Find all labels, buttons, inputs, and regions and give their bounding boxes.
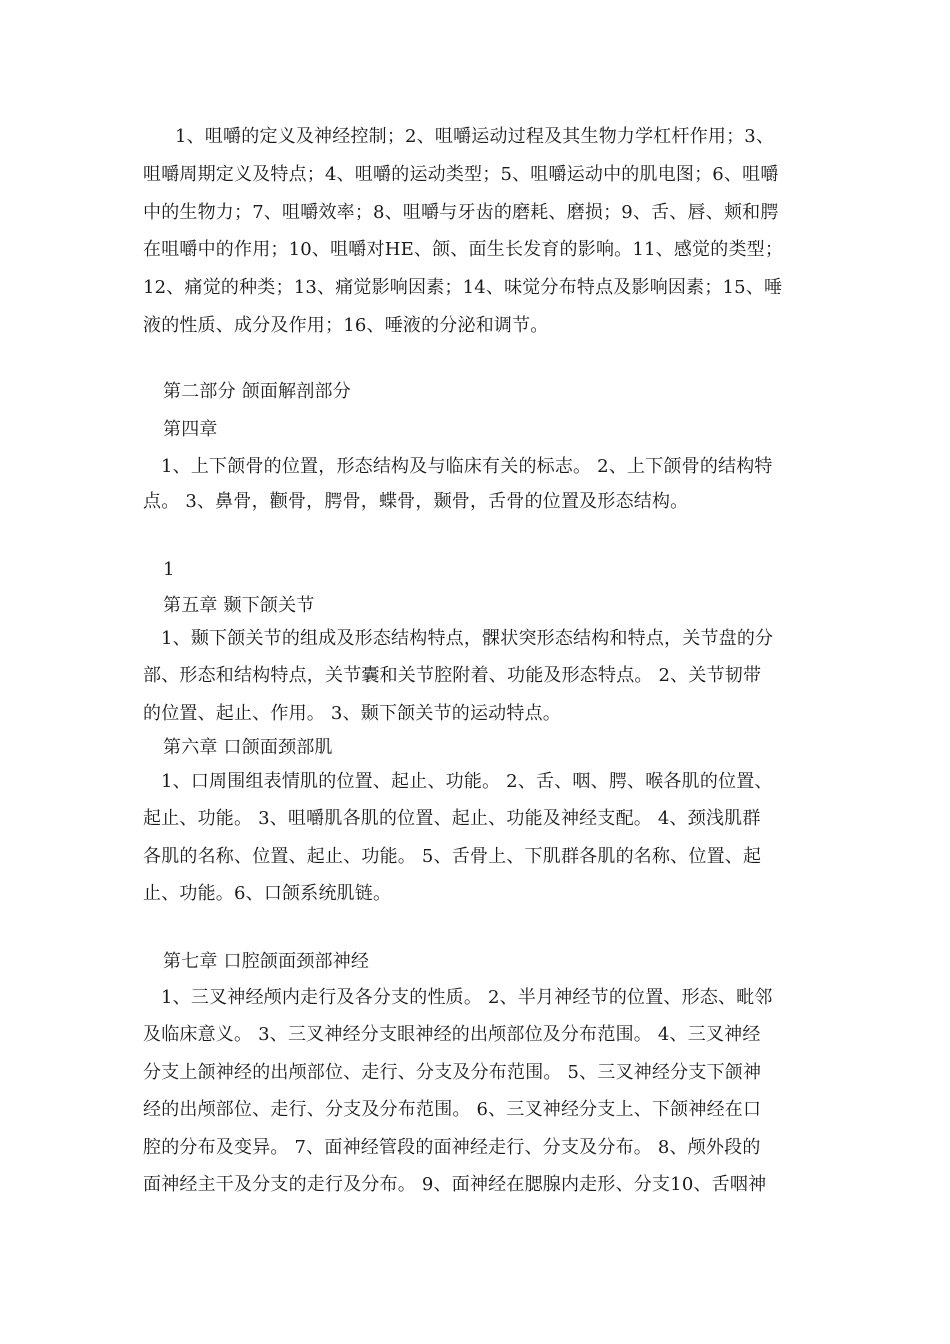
paragraph-line: 腔的分布及变异。 7、面神经管段的面神经走行、分支及分布。 8、颅外段的 — [143, 1137, 761, 1158]
paragraph-line: 液的性质、成分及作用；16、唾液的分泌和调节。 — [143, 315, 549, 336]
paragraph-line: 咀嚼周期定义及特点；4、咀嚼的运动类型；5、咀嚼运动中的肌电图；6、咀嚼 — [143, 164, 779, 185]
paragraph-line: 中的生物力；7、咀嚼效率；8、咀嚼与牙齿的磨耗、磨损；9、舌、唇、颊和腭 — [143, 202, 779, 223]
paragraph-line: 经的出颅部位、走行、分支及分布范围。 6、三叉神经分支上、下颌神经在口 — [143, 1099, 762, 1120]
chapter-5-title: 第五章 颞下颌关节 — [163, 595, 315, 616]
paragraph-line: 1、三叉神经颅内走行及各分支的性质。 2、半月神经节的位置、形态、毗邻 — [161, 987, 773, 1008]
paragraph-line: 1、口周围组表情肌的位置、起止、功能。 2、舌、咽、腭、喉各肌的位置、 — [161, 771, 773, 792]
part-title: 第二部分 颌面解剖部分 — [163, 381, 351, 402]
paragraph-line: 1、上下颌骨的位置，形态结构及与临床有关的标志。 2、上下颌骨的结构特 — [161, 456, 773, 477]
paragraph-line: 起止、功能。 3、咀嚼肌各肌的位置、起止、功能及神经支配。 4、颈浅肌群 — [143, 808, 761, 829]
paragraph-line: 1、颞下颌关节的组成及形态结构特点，髁状突形态结构和特点，关节盘的分 — [161, 628, 774, 649]
paragraph-line: 分支上颌神经的出颅部位、走行、分支及分布范围。 5、三叉神经分支下颌神 — [143, 1062, 762, 1083]
paragraph-line: 的位置、起止、作用。 3、颞下颌关节的运动特点。 — [143, 703, 561, 724]
chapter-7-title: 第七章 口腔颌面颈部神经 — [163, 951, 370, 972]
paragraph-line: 点。 3、鼻骨，颧骨，腭骨，蝶骨，颞骨，舌骨的位置及形态结构。 — [143, 491, 689, 512]
page-number: 1 — [163, 559, 175, 580]
paragraph-line: 在咀嚼中的作用；10、咀嚼对HE、颌、面生长发育的影响。11、感觉的类型； — [143, 239, 784, 260]
paragraph-line: 各肌的名称、位置、起止、功能。 5、舌骨上、下肌群各肌的名称、位置、起 — [143, 846, 762, 867]
paragraph-line: 部、形态和结构特点，关节囊和关节腔附着、功能及形态特点。 2、关节韧带 — [143, 665, 762, 686]
paragraph-line: 1、咀嚼的定义及神经控制；2、咀嚼运动过程及其生物力学杠杆作用；3、 — [175, 126, 775, 147]
paragraph-line: 12、痛觉的种类；13、痛觉影响因素；14、味觉分布特点及影响因素；15、唾 — [143, 277, 783, 298]
paragraph-line: 止、功能。6、口颌系统肌链。 — [143, 883, 392, 904]
paragraph-line: 及临床意义。 3、三叉神经分支眼神经的出颅部位及分布范围。 4、三叉神经 — [143, 1024, 761, 1045]
paragraph-line: 面神经主干及分支的走行及分布。 9、面神经在腮腺内走形、分支10、舌咽神 — [143, 1174, 767, 1195]
chapter-4-title: 第四章 — [163, 419, 218, 440]
chapter-6-title: 第六章 口颌面颈部肌 — [163, 737, 333, 758]
